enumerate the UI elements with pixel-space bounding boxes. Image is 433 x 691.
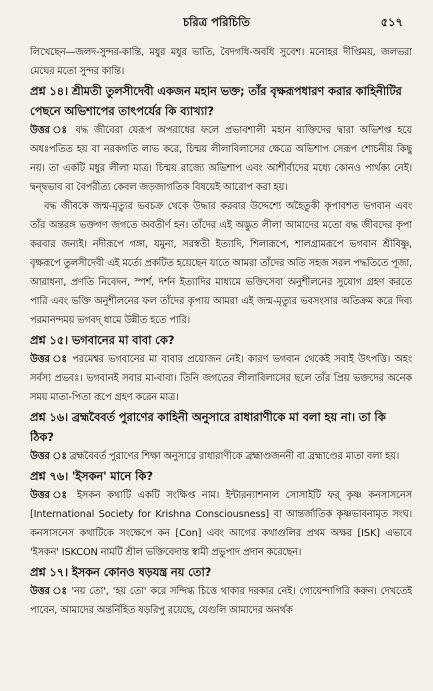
answer-label: উত্তর ঃ xyxy=(30,586,68,597)
answer-paragraph: উত্তর ঃ ব্রহ্মবৈবর্ত পুরাণের শিক্ষা অনুসারে রাধারাণীকে ব্রহ্মাণ্ডজননী বা ব্রহ্মাণ্ডের মাতা বলা হয়। xyxy=(30,451,400,462)
running-title: চরিত্র পরিচিতি xyxy=(182,15,251,29)
body-paragraph: লিখেছেন—জলদ-সুন্দর-কান্তি, মধুর মধুর ভাতি, বৈদগধি-অবধি সুবেশ। মনোহর দীপ্তিময়, জলভরা মেঘের মতো সুন্দর কান্তি। xyxy=(30,47,412,77)
page-body xyxy=(30,43,412,681)
question-heading: প্রশ্ন ৭৬। 'ইসকন' মানে কি? xyxy=(30,469,153,483)
answer-label: উত্তর ঃ xyxy=(30,354,68,365)
answer-label: উত্তর ঃ xyxy=(30,125,70,136)
question-heading: প্রশ্ন ১৫। ভগবানের মা বাবা কে? xyxy=(30,333,175,347)
answer-paragraph: উত্তর ঃ 'নয় তো', 'হয় তো' করে সন্দিগ্ধ চিত্তে থাকার দরকার নেই। গোয়েন্দাগিরি করুন। দেখতেই পাবেন, আমাদের অন্তর্নিহিত ষড়রিপু রয়েছে, যেগুলি আমাদের অনর্থক xyxy=(30,586,412,616)
page-number: ৫১৭ xyxy=(380,15,403,29)
question-heading: প্রশ্ন ১৭। ইসকন কোনও ষড়যন্ত্র নয় তো? xyxy=(30,565,212,579)
answer-label: উত্তর ঃ xyxy=(30,490,71,501)
question-heading: প্রশ্ন ১৬। ব্রহ্মবৈবর্ত পুরাণের কাহিনী অনুসারে রাধারাণীকে মা বলা হয় না। তা কি ঠিক? xyxy=(30,410,386,444)
body-paragraph: বদ্ধ জীবকে জন্ম-মৃত্যুর ভবচক্র থেকে উদ্ধার করবার উদ্দেশ্যে অহৈতুকী কৃপাবশত ভগবান এবং তাঁর অন্তরঙ্গ ভক্তগণ জগতে অবতীর্ণ হন। তাঁদের এই অদ্ভুত লীলা আমাদের মতো বদ্ধ জীবদের কৃপা করবার জন্যই। নদীরূপে গঙ্গা, যমুনা, সরস্বতী ইত্যাদি, শিলারূপে, শালগ্রামরূপে ভগবান শ্রীবিষ্ণু, বৃক্ষরূপে তুলসীদেবী এই মর্ত্যে প্রকটিত হয়েছেন যাতে আমরা তাঁদের অতি সহজ সরল পদ্ধতিতে পূজা, আরাধনা, প্রণতি নিবেদন, স্পর্শ, দর্শন ইত্যাদির মাধ্যমে ভক্তিসেবা অনুশীলনের সুযোগ গ্রহণ করতে পারি এবং ভক্তি অনুশীলনের ফল তাঁদের কৃপায় আমরা এই জন্ম-মৃত্যুর ভবসংসার অতিক্রম করে দিব্য পরমানন্দময় ভগবদ্ ধামে উন্নীত হতে পারি। xyxy=(30,201,412,326)
answer-paragraph: উত্তর ঃ বদ্ধ জীবেরা যেরূপ অপরাধের ফলে প্রভাবশালী মহান ব্যক্তিদের দ্বারা অভিশপ্ত হয়ে অধঃপতিত হয় বা নরকগতি লাভ করে, চিন্ময় লীলাবিলাসের ক্ষেত্রে অভিশাপ সেরূপ শোচনীয় কিছু নয়। তা একটি মধুর লীলা মাত্র। চিন্ময় রাজ্যে অভিশাপ এবং আশীর্বাদের মধ্যে কোনও পার্থক্য নেই। দ্বন্দ্বভাব বা বৈপরীত্য কেবল জড়জাগতিক বিষয়েই আরোপ করা হয়। xyxy=(30,125,412,193)
question-heading: প্রশ্ন ১৪। শ্রীমতী তুলসীদেবী একজন মহান ভক্ত; তাঁর বৃক্ষরূপধারণ করার কাহিনীটির পেছনে অভিশাপের তাৎপর্যের কি ব্যাখ্যা? xyxy=(30,84,402,118)
page-header xyxy=(30,14,403,34)
answer-paragraph: উত্তর ঃ পরমেশ্বর ভগবানের মা বাবার প্রয়োজন নেই। কারণ ভগবান থেকেই সবাই উৎপত্তি। অহং সর্বস্য প্রভবঃ। ভগবানই সবার মা-বাবা। তিনি জগতের লীলাবিলাসের ছলে তাঁর প্রিয় ভক্তদের অনেক সময় মাতা-পিতা রূপে গ্রহণ করেন মাত্র। xyxy=(30,354,412,403)
answer-label: উত্তর ঃ xyxy=(30,451,67,462)
answer-paragraph: উত্তর ঃ ইসকন কথাটি একটি সংক্ষিপ্ত নাম। ইন্টারন্যাশনাল সোসাইটি ফর্ কৃষ্ণ কনসাসনেস [International Society for Krishna Consciousness] বা আন্তর্জাতিক কৃষ্ণভাবনামৃত সংঘ। কনসাসনেস কথাটিকে সংক্ষেপে কন [Con] এবং আগের কথাগুলির প্রথম অক্ষর [ISK] এভাবে 'ইসকন' ISKCON নামটি শ্রীল ভক্তিবেদান্ত স্বামী প্রভুপাদ প্রদান করেছেন। xyxy=(30,490,412,558)
